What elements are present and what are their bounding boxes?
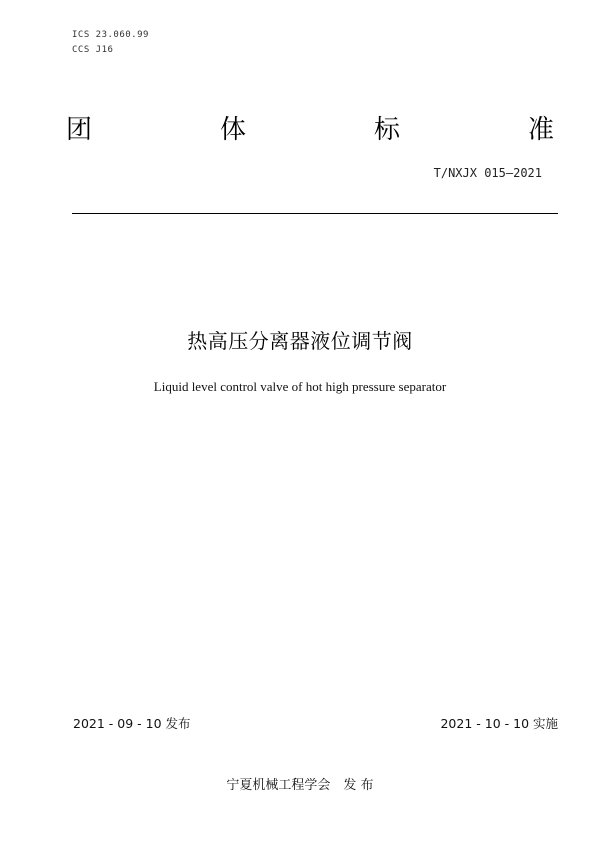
publisher-line: 宁夏机械工程学会 发 布 bbox=[226, 778, 374, 793]
header-divider bbox=[72, 213, 558, 214]
heading-char: 准 bbox=[527, 115, 554, 145]
document-title-english: Liquid level control valve of hot high pressure separator bbox=[153, 379, 447, 394]
heading-char: 团 bbox=[66, 115, 93, 145]
standard-code: T/NXJX 015—2021 bbox=[433, 166, 542, 180]
classification-block bbox=[72, 28, 149, 58]
implementation-date: 2021 - 10 - 10 实施 bbox=[440, 716, 558, 731]
ics-code: ICS 23.060.99 bbox=[72, 30, 149, 40]
heading-char: 体 bbox=[219, 115, 246, 145]
issue-date: 2021 - 09 - 10 发布 bbox=[73, 716, 191, 731]
document-title-chinese: 热高压分离器液位调节阀 bbox=[187, 329, 413, 353]
ccs-code: CCS J16 bbox=[72, 45, 114, 55]
heading-char: 标 bbox=[373, 115, 400, 145]
standard-type-heading bbox=[66, 112, 554, 148]
